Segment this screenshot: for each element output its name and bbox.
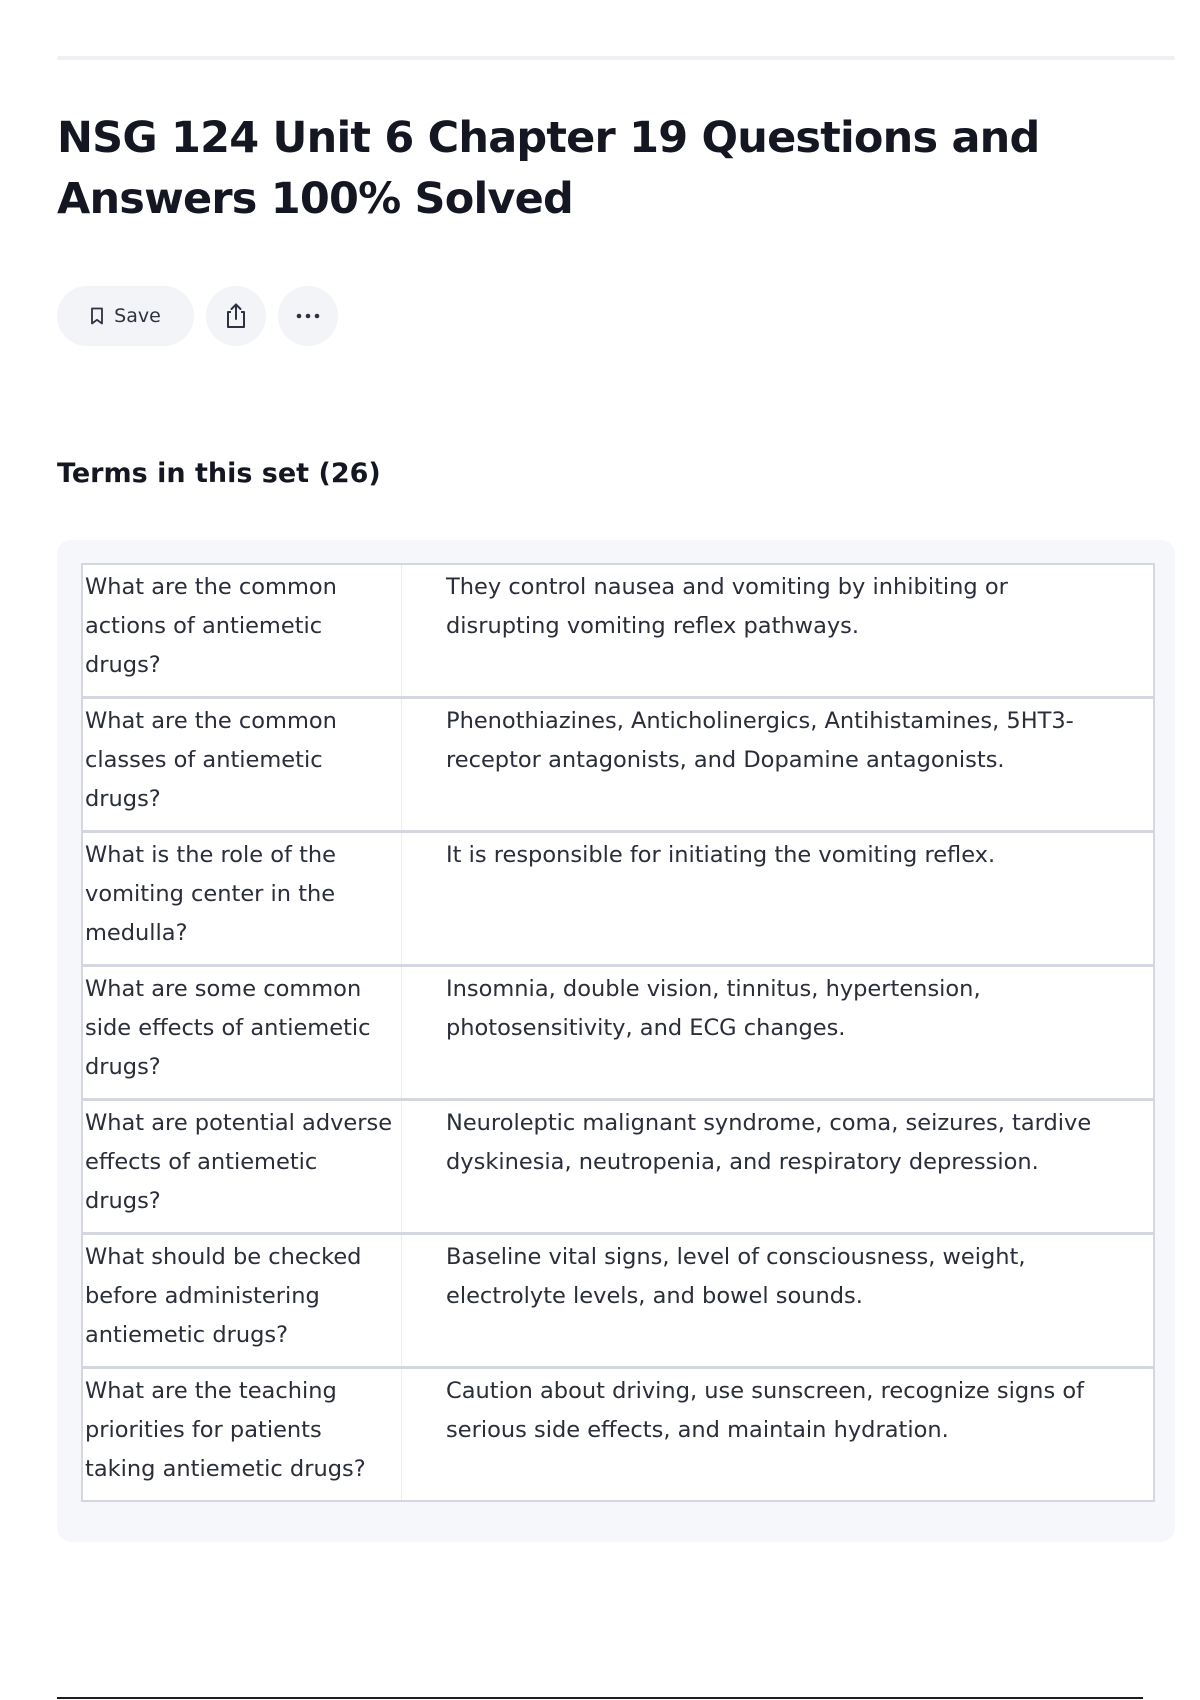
table-row bbox=[83, 1101, 1153, 1235]
terms-heading: Terms in this set (26) bbox=[57, 458, 381, 489]
term-answer: Phenothiazines, Anticholinergics, Antihistamines, 5HT3-receptor antagonists, and Dopamine antagonists. bbox=[446, 708, 1074, 773]
more-options-button[interactable] bbox=[278, 286, 338, 346]
table-row bbox=[83, 833, 1153, 967]
bookmark-icon bbox=[90, 307, 104, 325]
term-answer: They control nausea and vomiting by inhibiting or disrupting vomiting reflex pathways. bbox=[446, 574, 1008, 639]
save-button[interactable] bbox=[57, 286, 194, 346]
table-row bbox=[83, 699, 1153, 833]
table-row bbox=[83, 565, 1153, 699]
terms-table bbox=[81, 563, 1155, 1502]
share-button[interactable] bbox=[206, 286, 266, 346]
term-answer: Baseline vital signs, level of consciousness, weight, electrolyte levels, and bowel sounds. bbox=[446, 1244, 1026, 1309]
page-title: NSG 124 Unit 6 Chapter 19 Questions and Answers 100% Solved bbox=[57, 113, 1040, 224]
table-row bbox=[83, 1235, 1153, 1369]
term-question: What is the role of the vomiting center in the medulla? bbox=[83, 833, 402, 964]
terms-card bbox=[57, 540, 1175, 1542]
term-question: What are the common actions of antiemetic drugs? bbox=[83, 565, 402, 696]
term-question: What should be checked before administering antiemetic drugs? bbox=[83, 1235, 402, 1366]
share-icon bbox=[223, 302, 249, 330]
more-icon bbox=[294, 312, 322, 320]
save-button-label: Save bbox=[114, 305, 161, 327]
term-answer: It is responsible for initiating the vomiting reflex. bbox=[446, 842, 996, 868]
term-answer: Neuroleptic malignant syndrome, coma, seizures, tardive dyskinesia, neutropenia, and respiratory depression. bbox=[446, 1110, 1092, 1175]
term-question: What are the common classes of antiemetic drugs? bbox=[83, 699, 402, 830]
term-answer: Caution about driving, use sunscreen, recognize signs of serious side effects, and maintain hydration. bbox=[446, 1378, 1085, 1443]
term-question: What are some common side effects of antiemetic drugs? bbox=[83, 967, 402, 1098]
top-divider bbox=[57, 56, 1175, 60]
term-answer: Insomnia, double vision, tinnitus, hypertension, photosensitivity, and ECG changes. bbox=[446, 976, 981, 1041]
table-row bbox=[83, 967, 1153, 1101]
bottom-divider bbox=[57, 1697, 1143, 1699]
action-bar bbox=[57, 286, 338, 346]
table-row bbox=[83, 1369, 1153, 1500]
term-question: What are potential adverse effects of antiemetic drugs? bbox=[83, 1101, 402, 1232]
term-question: What are the teaching priorities for patients taking antiemetic drugs? bbox=[83, 1369, 402, 1500]
